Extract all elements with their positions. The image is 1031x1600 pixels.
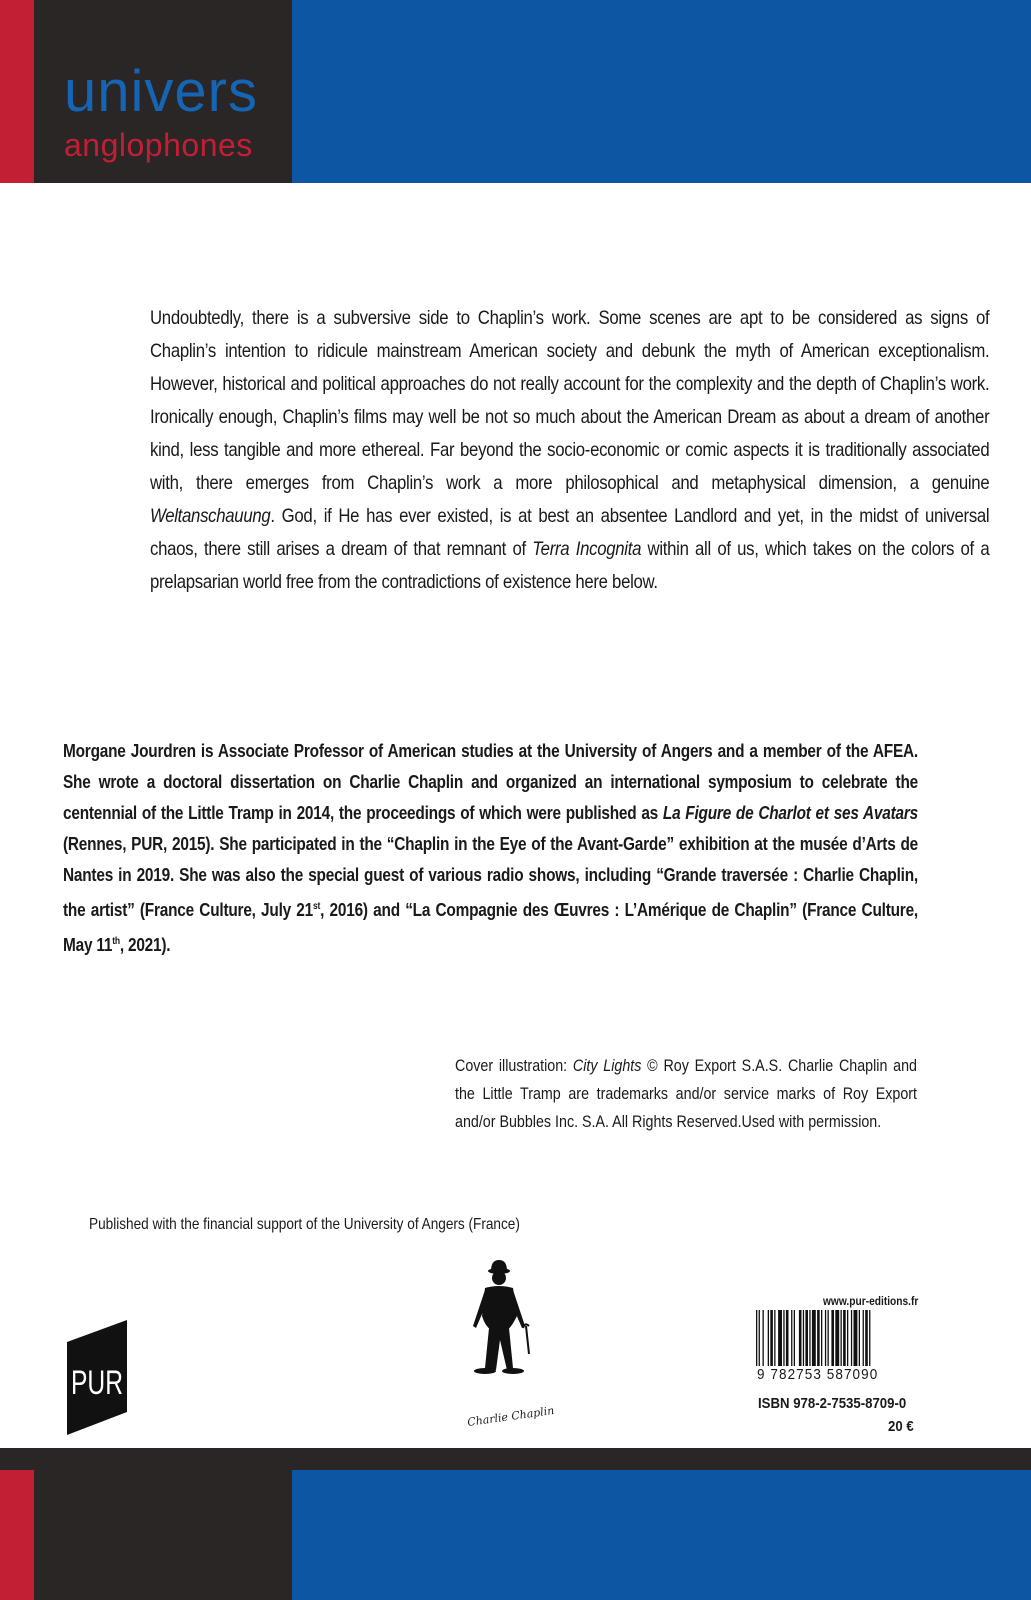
isbn-barcode [752, 1310, 922, 1372]
barcode-digits: 9 782753 587090 [757, 1366, 879, 1383]
bottom-dark-strip [0, 1448, 1031, 1470]
chaplin-silhouette-logo [463, 1258, 556, 1438]
bottom-blue-block [292, 1470, 1031, 1600]
barcode-bar [794, 1310, 795, 1366]
top-blue-block [292, 0, 1031, 183]
barcode-bar [770, 1310, 773, 1366]
barcode-bar [799, 1310, 802, 1366]
barcode-bar [783, 1310, 784, 1366]
publisher-website: www.pur-editions.fr [823, 1294, 919, 1308]
cover-credit: Cover illustration: City Lights © Roy Export S.A.S. Charlie Chaplin and the Little Tramp are trademarks and/or service marks of Roy Export and/or Bubbles Inc. S.A. All Rights Reserved.Used with permission. [455, 1056, 917, 1131]
author-bio: Morgane Jourdren is Associate Professor of American studies at the University of Angers and a member of the AFEA. She wrote a doctoral dissertation on Charlie Chaplin and organized an international symposium to celebrate the centennial of the Little Tramp in 2014, the proceedings of which were published as La Figure de Charlot et ses Avatars (Rennes, PUR, 2015). She participated in the “Chaplin in the Eye of the Avant-Garde” exhibition at the musée d’Arts de Nantes in 2019. She was also the special guest of various radio shows, including “Grande traversée : Charlie Chaplin, the artist” (France Culture, July 21st, 2016) and “La Compagnie des Œuvres : L’Amérique de Chaplin” (France Culture, May 11th, 2021). [63, 741, 918, 955]
barcode-bar [768, 1310, 769, 1366]
barcode-bar [786, 1310, 789, 1366]
barcode-bar [841, 1310, 842, 1366]
barcode-bar [843, 1310, 846, 1366]
barcode-bar [791, 1310, 792, 1366]
chaplin-signature: Charlie Chaplin [466, 1403, 556, 1430]
financial-support-note: Published with the financial support of the University of Angers (France) [89, 1216, 520, 1233]
barcode-bar [854, 1310, 858, 1366]
barcode-bar [835, 1310, 839, 1366]
barcode-bar [774, 1310, 775, 1366]
barcode-bar [869, 1310, 870, 1366]
barcode-bar [756, 1310, 757, 1366]
barcode-bar [859, 1310, 860, 1366]
barcode-bar [759, 1310, 760, 1366]
blurb-paragraph: Undoubtedly, there is a subversive side to Chaplin’s work. Some scenes are apt to be considered as signs of Chaplin’s intention to ridicule mainstream American society and debunk the myth of American exceptionalism. However, historical and political approaches do not really account for the complexity and the depth of Chaplin’s work. Ironically enough, Chaplin’s films may well be not so much about the American Dream as about a dream of another kind, less tangible and more ethereal. Far beyond the socio-economic or comic aspects it is traditionally associated with, there emerges from Chaplin’s work a more philosophical and metaphysical dimension, a genuine Weltanschauung. God, if He has ever existed, is at best an absentee Landlord and yet, in the midst of universal chaos, there still arises a dream of that remnant of Terra Incognita within all of us, which takes on the colors of a prelapsarian world free from the contradictions of existence here below. [150, 307, 990, 593]
barcode-bar [847, 1310, 848, 1366]
barcode-bar [763, 1310, 764, 1366]
svg-text:PUR: PUR [71, 1364, 123, 1402]
series-subtitle: anglophones [64, 127, 253, 163]
barcode-bar [828, 1310, 829, 1366]
bottom-red-strip [0, 1470, 34, 1600]
price: 20 € [888, 1418, 914, 1435]
series-title: univers [64, 59, 258, 124]
barcode-bar [809, 1310, 810, 1366]
barcode-bar [851, 1310, 852, 1366]
barcode-bar [863, 1310, 864, 1366]
top-red-strip [0, 0, 34, 183]
barcode-bar [821, 1310, 822, 1366]
barcode-bar [803, 1310, 804, 1366]
barcode-bar [778, 1310, 782, 1366]
isbn-number: ISBN 978-2-7535-8709-0 [758, 1395, 907, 1412]
barcode-bar [805, 1310, 808, 1366]
barcode-bar [825, 1310, 826, 1366]
pur-logo [67, 1320, 127, 1435]
barcode-bar [817, 1310, 820, 1366]
barcode-bar [831, 1310, 834, 1366]
barcode-bar [812, 1310, 816, 1366]
barcode-bar [865, 1310, 868, 1366]
bottom-dark-block [34, 1470, 292, 1600]
